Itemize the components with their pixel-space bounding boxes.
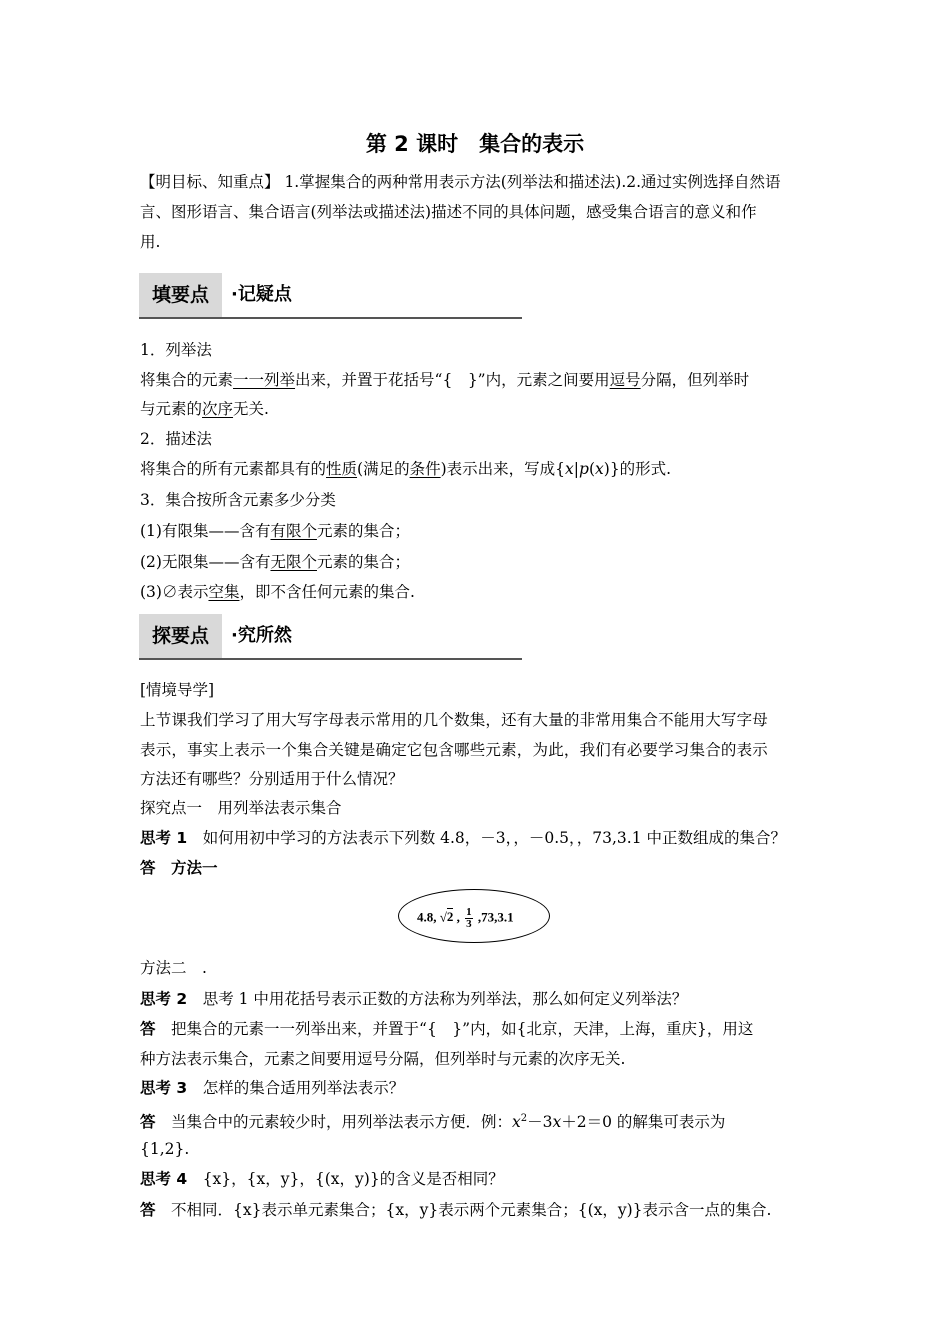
section-tag: 探要点 bbox=[139, 614, 222, 658]
venn-ellipse bbox=[398, 889, 550, 943]
explore-point-1: 探究点一 用列举法表示集合 bbox=[140, 799, 342, 817]
question-4: 思考 4 {x}，{x，y}，{(x，y)}的含义是否相同？ bbox=[140, 1170, 504, 1188]
empty-set-line: (3)∅表示空集，即不含任何元素的集合. bbox=[140, 583, 415, 601]
scenario-text-2: 表示，事实上表示一个集合关键是确定它包含哪些元素，为此，我们有必要学习集合的表示 bbox=[140, 741, 769, 759]
answer-2-line-2: 种方法表示集合，元素之间要用逗号分隔，但列举时与元素的次序无关. bbox=[140, 1050, 626, 1068]
description-definition: 将集合的所有元素都具有的性质(满足的条件)表示出来，写成{x|p(x)}的形式. bbox=[140, 460, 672, 478]
section-header-fill bbox=[139, 273, 522, 319]
answer-1: 答 方法一 bbox=[140, 859, 218, 877]
objectives-line-3: 用. bbox=[140, 233, 161, 251]
objectives-line-1: 【明目标、知重点】 1.掌握集合的两种常用表示方法(列举法和描述法).2.通过实例选择自然语 bbox=[140, 173, 781, 191]
objectives-line-2: 言、图形语言、集合语言(列举法或描述法)描述不同的具体问题，感受集合语言的意义和作 bbox=[140, 203, 757, 221]
section-subtitle: ·究所然 bbox=[231, 625, 292, 646]
heading-description: 2．描述法 bbox=[140, 430, 212, 448]
answer-2-line-1: 答 把集合的元素一一列举出来，并置于“{ }”内，如{北京，天津，上海，重庆}，用这 bbox=[140, 1020, 754, 1038]
answer-4: 答 不相同．{x}表示单元素集合；{x，y}表示两个元素集合；{(x，y)}表示含一点的集合. bbox=[140, 1201, 772, 1219]
answer-3-line-2: {1,2}. bbox=[140, 1140, 190, 1158]
question-2: 思考 2 思考 1 中用花括号表示正数的方法称为列举法，那么如何定义列举法？ bbox=[140, 990, 688, 1008]
scenario-text-3: 方法还有哪些？分别适用于什么情况？ bbox=[140, 770, 404, 788]
enumeration-definition-2: 与元素的次序无关. bbox=[140, 400, 269, 418]
fraction: $\frac{1}{3}$ bbox=[466, 906, 472, 930]
objectives-label: 【明目标、知重点】 bbox=[140, 173, 280, 191]
answer-3-line-1: 答 当集合中的元素较少时，用列举法表示方便．例：$x^2-3x+2=0$ 的解集可表示为 bbox=[140, 1113, 726, 1131]
finite-set-line: (1)有限集——含有有限个元素的集合； bbox=[140, 522, 410, 540]
section-subtitle: ·记疑点 bbox=[231, 284, 292, 305]
scenario-label: [情境导学] bbox=[140, 681, 215, 699]
question-1: 思考 1 如何用初中学习的方法表示下列数 4.8，－3，，－0.5，，73,3.1 中正数组成的集合？ bbox=[140, 829, 787, 847]
heading-enumeration: 1．列举法 bbox=[140, 341, 212, 359]
enumeration-definition-1: 将集合的元素一一列举出来，并置于花括号“{ }”内，元素之间要用逗号分隔，但列举时 bbox=[140, 371, 750, 389]
venn-elements: 4.8, √2 , $\frac{1}{3}$ ,73,3.1 bbox=[417, 906, 514, 930]
method-two: 方法二 . bbox=[140, 959, 207, 977]
page-title: 第 2 课时 集合的表示 bbox=[365, 132, 585, 156]
section-tag: 填要点 bbox=[139, 273, 222, 317]
section-header-explore bbox=[139, 614, 522, 660]
heading-classification: 3．集合按所含元素多少分类 bbox=[140, 491, 336, 509]
infinite-set-line: (2)无限集——含有无限个元素的集合； bbox=[140, 553, 410, 571]
question-3: 思考 3 怎样的集合适用列举法表示？ bbox=[140, 1079, 405, 1097]
scenario-text-1: 上节课我们学习了用大写字母表示常用的几个数集，还有大量的非常用集合不能用大写字母 bbox=[140, 711, 769, 729]
